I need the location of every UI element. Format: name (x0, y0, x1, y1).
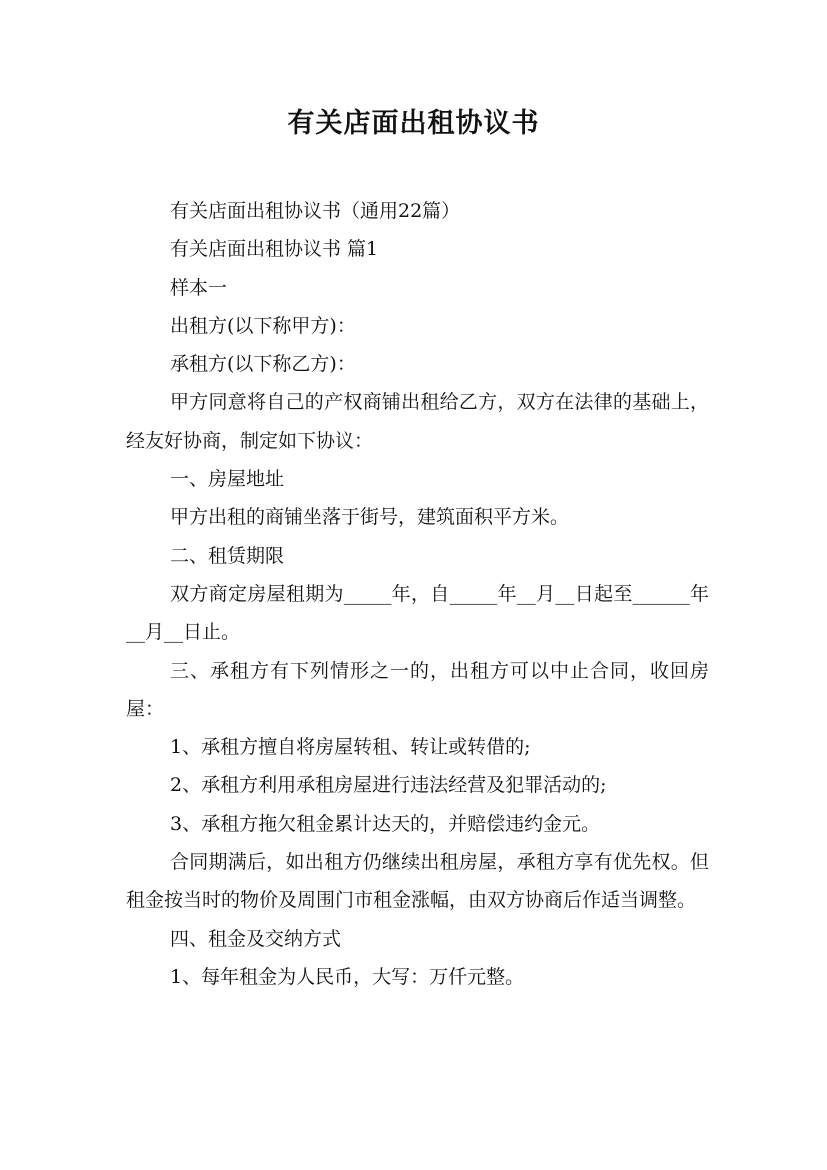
paragraph-clause-3-item-1: 1、承租方擅自将房屋转租、转让或转借的; (170, 736, 531, 759)
paragraph-clause-3-heading: 三、承租方有下列情形之一的，出租方可以中止合同，收回房屋： (126, 659, 709, 720)
paragraph-clause-1-body: 甲方出租的商铺坐落于街号，建筑面积平方米。 (170, 506, 570, 529)
paragraph-section-heading: 有关店面出租协议书 篇1 (170, 238, 379, 261)
paragraph-clause-2-heading: 二、租赁期限 (170, 544, 285, 567)
paragraph-lessee: 承租方(以下称乙方)： (170, 353, 356, 376)
paragraph-sample-label: 样本一 (170, 276, 228, 299)
document-title: 有关店面出租协议书 (287, 108, 540, 139)
paragraph-clause-3-item-3: 3、承租方拖欠租金累计达天的，并赔偿违约金元。 (170, 812, 601, 835)
paragraph-clause-3-item-2: 2、承租方利用承租房屋进行违法经营及犯罪活动的; (170, 774, 607, 797)
paragraph-clause-4-heading: 四、租金及交纳方式 (170, 927, 342, 950)
paragraph-renewal: 合同期满后，如出租方仍继续出租房屋，承租方享有优先权。但租金按当时的物价及周围门市租金涨幅，由双方协商后作适当调整。 (126, 851, 709, 912)
paragraph-intro: 有关店面出租协议书（通用22篇） (170, 200, 461, 222)
paragraph-clause-4-item-1: 1、每年租金为人民币，大写：万仟元整。 (170, 965, 525, 988)
document-body (126, 192, 709, 996)
paragraph-agreement: 甲方同意将自己的产权商铺出租给乙方，双方在法律的基础上，经友好协商，制定如下协议： (126, 391, 709, 452)
paragraph-clause-2-body: 双方商定房屋租期为_____年，自_____年__月__日起至______年__月__日止。 (126, 582, 709, 644)
paragraph-lessor: 出租方(以下称甲方)： (170, 314, 356, 337)
paragraph-clause-1-heading: 一、房屋地址 (170, 468, 285, 491)
